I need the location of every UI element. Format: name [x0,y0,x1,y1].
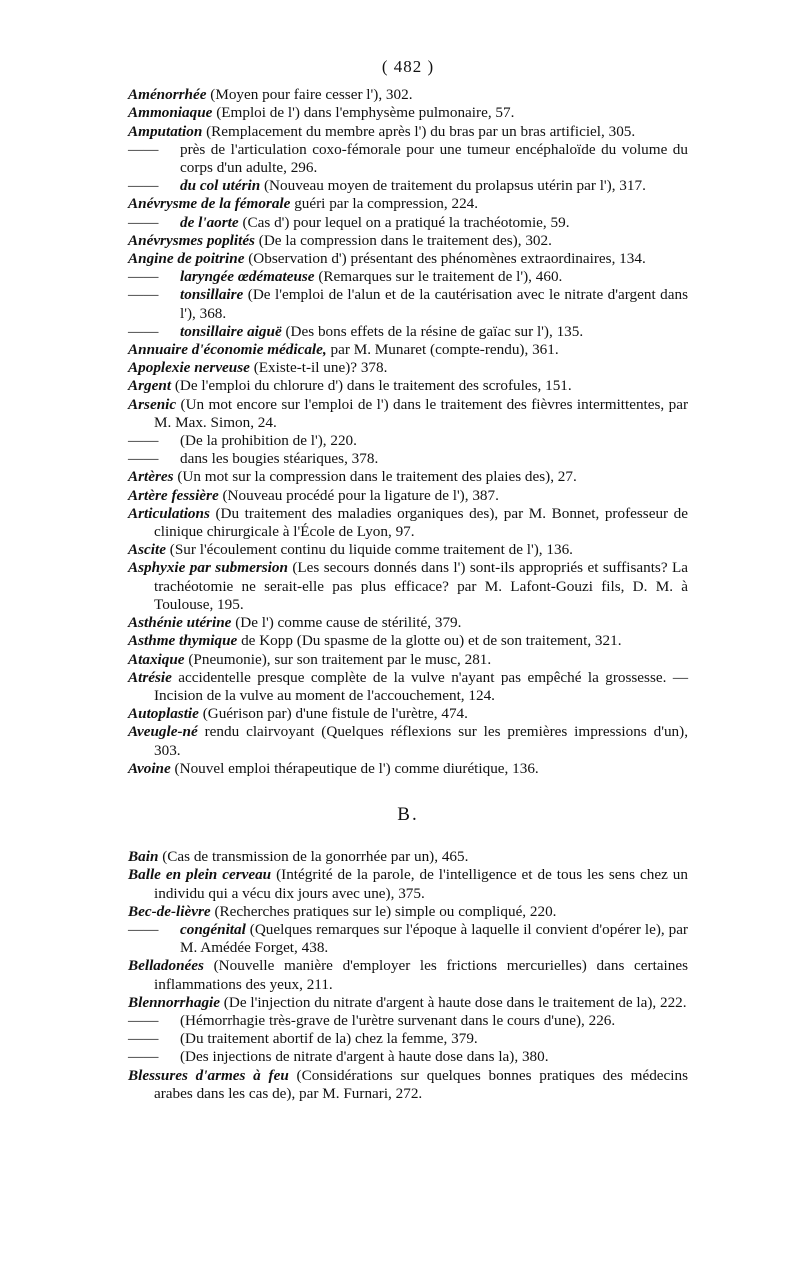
entry-heading: Bec-de-lièvre [128,902,211,920]
entry-text: (Intégrité de la parole, de l'intelligence et de tous les sens chez un individu qui a vécu dix jours avec une), 375. [154,866,688,902]
index-entry [128,286,688,322]
entry-heading: Arsenic [128,395,177,413]
section-letter-b: B. [397,803,419,825]
entry-heading: Anévrysmes poplités [128,231,255,249]
entry-text: près de l'articulation coxo-fémorale pour une tumeur encéphaloïde du volume du corps d'un adulte, 296. [180,140,688,177]
entry-heading: Blessures d'armes à feu [128,1066,289,1084]
entry-heading: Ammoniaque [128,104,213,122]
entry-heading: Bain [128,848,159,866]
index-entry [128,505,688,541]
entry-text: (Recherches pratiques sur le) simple ou compliqué, 220. [214,902,557,920]
entry-heading: Artères [128,468,174,486]
entry-heading: Autoplastie [128,705,199,723]
index-entry [128,903,688,921]
index-entry [128,323,688,341]
index-entry [128,123,688,141]
entry-text: (Remarques sur le traitement de l'), 460. [318,268,563,286]
entry-dash: —— [128,140,159,158]
entry-text: (De la prohibition de l'), 220. [180,432,357,450]
entry-text: (Nouveau moyen de traitement du prolapsus utérin par l'), 317. [263,177,646,195]
entry-text: (Du traitement des maladies organiques des), par M. Bonnet, professeur de clinique chirurgicale à l'École de Lyon, 97. [154,504,689,541]
index-entry [128,232,688,250]
entry-text: (Emploi de l') dans l'emphysème pulmonaire, 57. [216,104,515,122]
index-entry [128,541,688,559]
entry-heading: congénital [180,920,246,938]
index-entry [128,1012,688,1030]
entry-text: (Nouvel emploi thérapeutique de l') comme diurétique, 136. [174,759,539,777]
index-entry [128,177,688,195]
index-entry [128,250,688,268]
entry-text: de Kopp (Du spasme de la glotte ou) et de son traitement, 321. [241,632,622,650]
entry-heading: Apoplexie nerveuse [128,359,250,377]
entry-text: (Considérations sur quelques bonnes pratiques des médecins arabes dans les cas de), par M. Furnari, 272. [154,1066,689,1102]
index-page [128,58,688,1103]
entry-heading: Atrésie [128,668,172,686]
entry-heading: Balle en plein cerveau [128,866,272,884]
entry-heading: Angine de poitrine [128,250,245,268]
entry-text: (Des injections de nitrate d'argent à haute dose dans la), 380. [180,1048,549,1066]
entry-text: rendu clairvoyant (Quelques réflexions sur les premières impressions d'un), 303. [154,723,688,759]
entry-text: accidentelle presque complète de la vulve n'ayant pas empêché la grossesse. — Incision de la vulve au moment de l'accouchement, 124. [154,668,689,704]
entry-text: (Des bons effets de la résine de gaïac sur l'), 135. [285,322,584,340]
index-entry [128,669,688,705]
entry-text: (De la compression dans le traitement des), 302. [258,231,552,249]
entry-dash: —— [128,177,159,195]
entry-dash: —— [128,322,159,340]
entry-dash: —— [128,268,159,286]
index-entry [128,866,688,902]
entry-text: (Les secours donnés dans l') sont-ils appropriés et suffisants? La trachéotomie ne serait-elle pas plus efficace? par M. Lafont-Gouzi fils, D. M. à Toulouse, 195. [154,559,688,613]
index-entry [128,268,688,286]
index-entry [128,1048,688,1066]
entry-dash: —— [128,450,159,468]
index-entry [128,450,688,468]
entry-dash: —— [128,920,159,938]
entry-text: (Cas d') pour lequel on a pratiqué la trachéotomie, 59. [242,213,570,231]
entry-heading: de l'aorte [180,213,239,231]
entry-dash: —— [128,286,159,304]
entry-dash: —— [128,1011,159,1029]
index-entry [128,341,688,359]
index-entry [128,195,688,213]
entry-heading: Asthénie utérine [128,614,232,632]
entry-text: (De l'injection du nitrate d'argent à haute dose dans le traitement de la), 222. [223,993,687,1011]
page-number: ( 482 ) [381,57,435,76]
entry-text: (Quelques remarques sur l'époque à laquelle il convient d'opérer le), par M. Amédée Forget, 438. [180,920,688,957]
index-entry [128,377,688,395]
index-entry [128,614,688,632]
entry-heading: Articulations [128,504,210,522]
entry-text: (Cas de transmission de la gonorrhée par un), 465. [162,848,469,866]
index-entry [128,559,688,614]
entry-heading: Artère fessière [128,486,219,504]
index-entry [128,396,688,432]
index-entry [128,1030,688,1048]
index-entry [128,994,688,1012]
entry-text: (Nouveau procédé pour la ligature de l'), 387. [222,486,499,504]
entry-heading: Aveugle-né [128,723,198,741]
entry-heading: Annuaire d'économie médicale, [128,341,327,359]
entry-dash: —— [128,1048,159,1066]
entry-text: (Pneumonie), sur son traitement par le musc, 281. [188,650,492,668]
index-entry [128,468,688,486]
index-entry [128,651,688,669]
entry-heading: Blennorrhagie [128,993,220,1011]
entry-dash: —— [128,432,159,450]
entry-heading: Asphyxie par submersion [128,559,288,577]
entry-text: (De l'emploi du chlorure d') dans le traitement des scrofules, 151. [174,377,572,395]
entry-heading: Asthme thymique [128,632,238,650]
index-entry [128,921,688,957]
index-entry [128,86,688,104]
index-entry [128,848,688,866]
entry-dash: —— [128,1030,159,1048]
entry-dash: —— [128,213,159,231]
entry-text: (Guérison par) d'une fistule de l'urètre, 474. [202,705,468,723]
entry-text: (Un mot encore sur l'emploi de l') dans le traitement des fièvres intermittentes, par M. Max. Simon, 24. [154,395,689,431]
entry-text: (Existe-t-il une)? 378. [253,359,388,377]
entry-text: (Moyen pour faire cesser l'), 302. [210,86,413,104]
index-entry [128,141,688,177]
index-entry [128,104,688,122]
index-section-a [128,86,688,778]
entry-heading: Argent [128,377,172,395]
entry-text: (Du traitement abortif de la) chez la femme, 379. [180,1030,478,1048]
entry-text: (Nouvelle manière d'employer les frictions mercurielles) dans certaines inflammations des yeux, 211. [154,957,689,993]
entry-text: (De l'emploi de l'alun et de la cautérisation avec le nitrate d'argent dans l'), 368. [180,286,688,322]
index-entry [128,1067,688,1103]
index-entry [128,359,688,377]
entry-text: (Observation d') présentant des phénomènes extraordinaires, 134. [248,250,646,268]
entry-heading: Ataxique [128,650,185,668]
entry-text: (Sur l'écoulement continu du liquide comme traitement de l'), 136. [169,541,573,559]
entry-heading: Ascite [128,541,166,559]
entry-text: (De l') comme cause de stérilité, 379. [235,614,462,632]
index-entry [128,214,688,232]
entry-heading: Aménorrhée [128,86,207,104]
entry-text: guéri par la compression, 224. [294,195,479,213]
entry-heading: Amputation [128,122,203,140]
index-section-b [128,848,688,1103]
entry-heading: du col utérin [180,177,261,195]
entry-heading: tonsillaire [180,286,244,304]
index-entry [128,723,688,759]
entry-text: par M. Munaret (compte-rendu), 361. [330,341,559,359]
entry-heading: tonsillaire aiguë [180,322,282,340]
entry-heading: Belladonées [128,957,204,975]
index-entry [128,760,688,778]
entry-heading: Anévrysme de la fémorale [128,195,291,213]
index-entry [128,957,688,993]
index-entry [128,632,688,650]
entry-heading: laryngée œdémateuse [180,268,315,286]
entry-text: (Remplacement du membre après l') du bras par un bras artificiel, 305. [206,122,636,140]
index-entry [128,432,688,450]
entry-heading: Avoine [128,759,171,777]
entry-text: (Un mot sur la compression dans le traitement des plaies des), 27. [177,468,577,486]
entry-text: (Hémorrhagie très-grave de l'urètre survenant dans le cours d'une), 226. [180,1011,616,1029]
entry-text: dans les bougies stéariques, 378. [180,450,379,468]
index-entry [128,487,688,505]
index-entry [128,705,688,723]
